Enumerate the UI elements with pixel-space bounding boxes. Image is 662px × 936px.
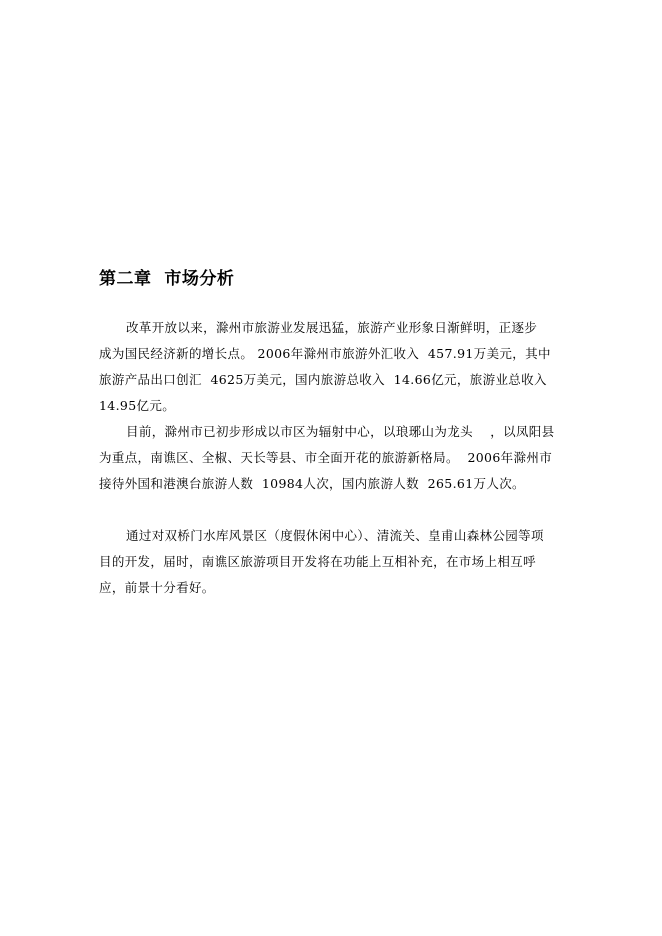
- chapter-heading: 第二章 市场分析: [99, 269, 235, 289]
- paragraph-line: 应，前景十分看好。: [99, 580, 215, 595]
- paragraph-line: 目前，滁州市已初步形成以市区为辐射中心，以琅琊山为龙头 ，以凤阳县: [126, 424, 555, 439]
- paragraph-line: 14.95亿元。: [99, 398, 176, 413]
- paragraph-line: 接待外国和港澳台旅游人数 10984人次，国内旅游人数 265.61万人次。: [99, 476, 525, 491]
- paragraph-line: 目的开发，届时，南谯区旅游项目开发将在功能上互相补充，在市场上相互呼: [99, 554, 536, 569]
- paragraph-line: 成为国民经济新的增长点。 2006年滁州市旅游外汇收入 457.91万美元，其中: [99, 346, 551, 361]
- paragraph-line: 改革开放以来，滁州市旅游业发展迅猛，旅游产业形象日渐鲜明，正逐步: [126, 320, 538, 335]
- paragraph-line: 旅游产品出口创汇 4625万美元，国内旅游总收入 14.66亿元，旅游业总收入: [99, 372, 547, 387]
- paragraph-line: 为重点，南谯区、全椒、天长等县、市全面开花的旅游新格局。 2006年滁州市: [99, 450, 553, 465]
- paragraph-line: 通过对双桥门水库风景区（度假休闲中心）、清流关、皇甫山森林公园等项: [126, 528, 544, 543]
